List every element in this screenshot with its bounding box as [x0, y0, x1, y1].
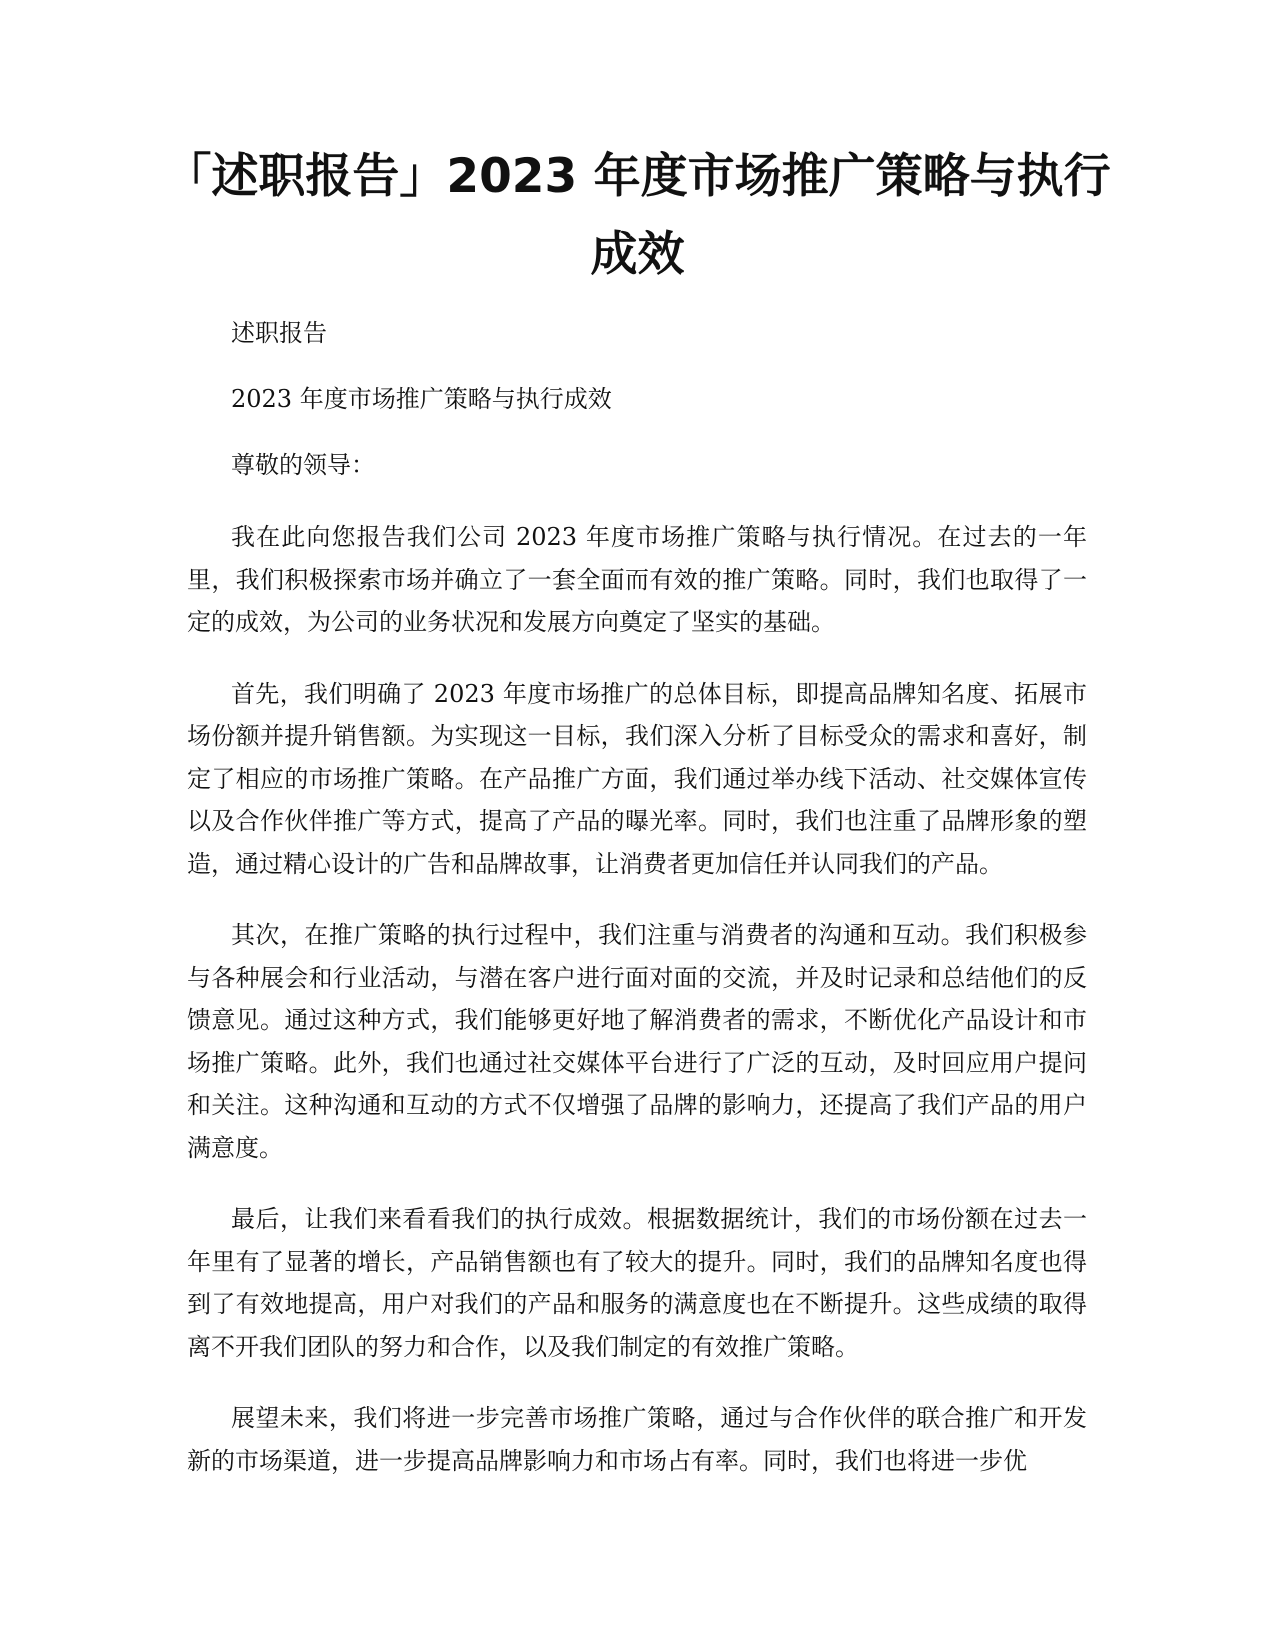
- body-paragraph-1: 我在此向您报告我们公司 2023 年度市场推广策略与执行情况。在过去的一年里，我们积极探索市场并确立了一套全面而有效的推广策略。同时，我们也取得了一定的成效，为公司的业务状况和发展方向奠定了坚实的基础。: [187, 523, 1087, 636]
- body-paragraph-3: 其次，在推广策略的执行过程中，我们注重与消费者的沟通和互动。我们积极参与各种展会和行业活动，与潜在客户进行面对面的交流，并及时记录和总结他们的反馈意见。通过这种方式，我们能够更好地了解消费者的需求，不断优化产品设计和市场推广策略。此外，我们也通过社交媒体平台进行了广泛的互动，及时回应用户提问和关注。这种沟通和互动的方式不仅增强了品牌的影响力，还提高了我们产品的用户满意度。: [187, 921, 1087, 1162]
- body-paragraph-4: 最后，让我们来看看我们的执行成效。根据数据统计，我们的市场份额在过去一年里有了显著的增长，产品销售额也有了较大的提升。同时，我们的品牌知名度也得到了有效地提高，用户对我们的产品和服务的满意度也在不断提升。这些成绩的取得离不开我们团队的努力和合作，以及我们制定的有效推广策略。: [187, 1205, 1087, 1361]
- document-body: [187, 318, 1087, 1511]
- body-paragraph-5: 展望未来，我们将进一步完善市场推广策略，通过与合作伙伴的联合推广和开发新的市场渠道，进一步提高品牌影响力和市场占有率。同时，我们也将进一步优: [187, 1404, 1087, 1475]
- document-subtitle: 2023 年度市场推广策略与执行成效: [231, 385, 612, 413]
- body-paragraph-2: 首先，我们明确了 2023 年度市场推广的总体目标，即提高品牌知名度、拓展市场份额并提升销售额。为实现这一目标，我们深入分析了目标受众的需求和喜好，制定了相应的市场推广策略。在产品推广方面，我们通过举办线下活动、社交媒体宣传以及合作伙伴推广等方式，提高了产品的曝光率。同时，我们也注重了品牌形象的塑造，通过精心设计的广告和品牌故事，让消费者更加信任并认同我们的产品。: [187, 679, 1087, 878]
- document-title-line-2: 成效: [590, 227, 685, 282]
- document-title-line-1: 「述职报告」2023 年度市场推广策略与执行: [164, 149, 1111, 204]
- salutation: 尊敬的领导：: [231, 451, 375, 479]
- header-label: 述职报告: [231, 319, 327, 347]
- document-title: [150, 138, 1125, 294]
